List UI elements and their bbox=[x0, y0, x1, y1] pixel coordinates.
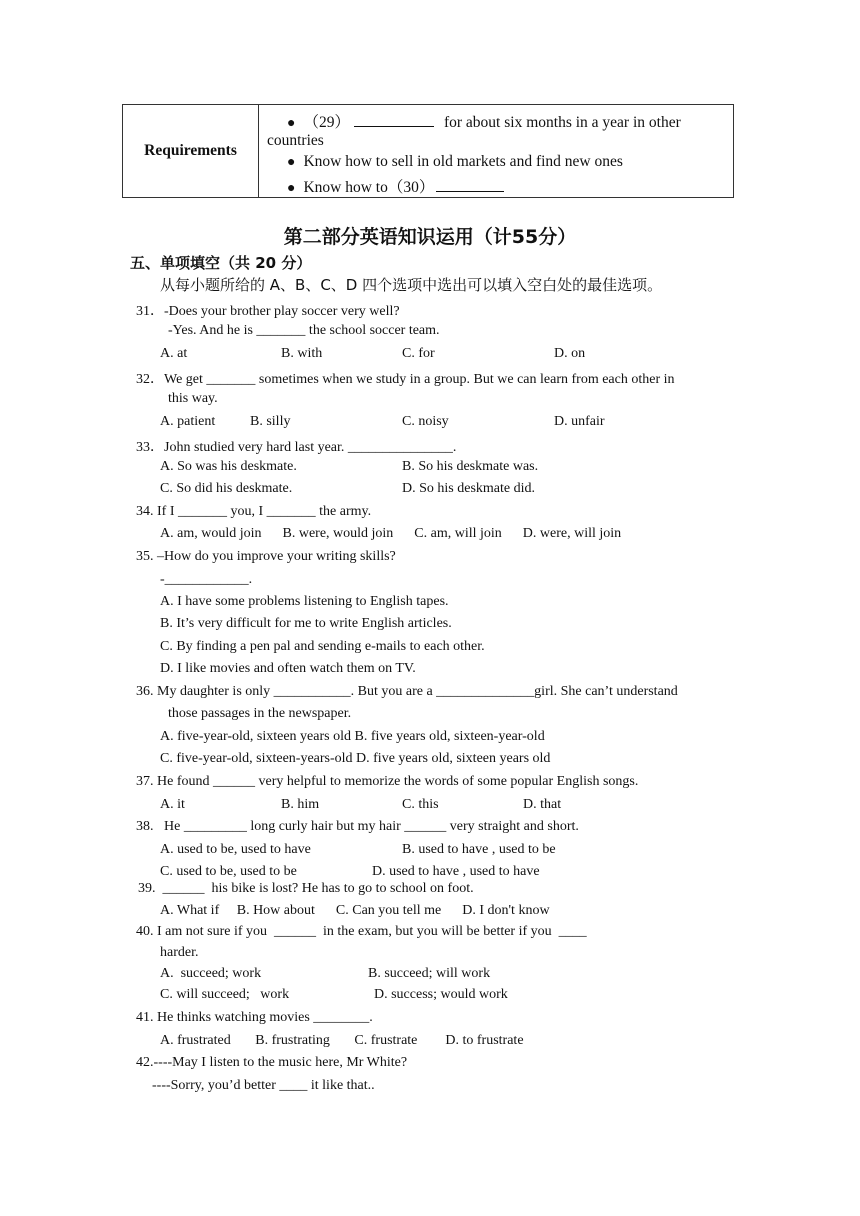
q40-option-b: B. succeed; will work bbox=[368, 966, 491, 981]
part-heading: 五、单项填空（共 20 分） bbox=[130, 254, 312, 272]
q32-option-d: D. unfair bbox=[554, 414, 605, 429]
answer-blank-29 bbox=[354, 113, 434, 127]
q31-option-b: B. with bbox=[281, 346, 323, 361]
question-34: 34. If I _______ you, I _______ the army. bbox=[136, 504, 372, 519]
q35-option-a: A. I have some problems listening to English tapes. bbox=[160, 594, 449, 609]
requirement-row-1: ● （29） for about six months in a year in other bbox=[287, 114, 681, 131]
requirements-table bbox=[122, 104, 734, 198]
q40-option-d: D. success; would work bbox=[374, 987, 508, 1002]
instruction: 从每小题所给的 A、B、C、D 四个选项中选出可以填入空白处的最佳选项。 bbox=[160, 276, 663, 294]
q37-option-c: C. this bbox=[402, 797, 439, 812]
question-32: 32．We get _______ sometimes when we study in a group. But we can learn from each other in bbox=[136, 372, 675, 387]
q31-option-a: A. at bbox=[160, 346, 188, 361]
question-40-line2: harder. bbox=[160, 945, 199, 960]
question-31: 31．-Does your brother play soccer very well? bbox=[136, 304, 400, 319]
q32-option-a: A. patient bbox=[160, 414, 216, 429]
question-35: 35. –How do you improve your writing skills? bbox=[136, 549, 396, 564]
bullet-icon: ● bbox=[287, 181, 296, 196]
requirement-row-2: ● Know how to sell in old markets and find new ones bbox=[287, 153, 623, 170]
q37-option-a: A. it bbox=[160, 797, 185, 812]
question-33: 33．John studied very hard last year. _______________. bbox=[136, 440, 457, 455]
q38-option-a: A. used to be, used to have bbox=[160, 842, 311, 857]
question-40: 40. I am not sure if you ______ in the exam, but you will be better if you ____ bbox=[136, 924, 587, 939]
q41-options: A. frustrated B. frustrating C. frustrate D. to frustrate bbox=[160, 1033, 524, 1048]
requirements-label: Requirements bbox=[123, 105, 259, 198]
question-41: 41. He thinks watching movies ________. bbox=[136, 1010, 373, 1025]
q37-option-b: B. him bbox=[281, 797, 320, 812]
q40-option-a: A. succeed; work bbox=[160, 966, 262, 981]
q33-option-a: A. So was his deskmate. bbox=[160, 459, 297, 474]
question-42: 42.----May I listen to the music here, Mr White? bbox=[136, 1055, 408, 1070]
q40-option-c: C. will succeed; work bbox=[160, 987, 290, 1002]
requirements-content bbox=[259, 105, 734, 198]
q32-option-b: B. silly bbox=[250, 414, 291, 429]
q39-options: A. What if B. How about C. Can you tell me D. I don't know bbox=[160, 903, 550, 918]
bullet-icon: ● bbox=[287, 116, 296, 131]
question-32-line2: this way. bbox=[168, 391, 218, 406]
bullet-icon: ● bbox=[287, 155, 296, 170]
requirement-row-3: ● Know how to（30） bbox=[287, 175, 504, 197]
q33-option-d: D. So his deskmate did. bbox=[402, 481, 535, 496]
q31-option-d: D. on bbox=[554, 346, 586, 361]
requirement-row-1-cont: countries bbox=[267, 132, 324, 149]
q38-option-c: C. used to be, used to be bbox=[160, 864, 297, 879]
q34-options: A. am, would join B. were, would join C. am, will join D. were, will join bbox=[160, 526, 622, 541]
q37-option-d: D. that bbox=[523, 797, 562, 812]
answer-blank-30 bbox=[436, 178, 504, 192]
q36-options-ab: A. five-year-old, sixteen years old B. five years old, sixteen-year-old bbox=[160, 729, 545, 744]
q35-option-c: C. By finding a pen pal and sending e-mails to each other. bbox=[160, 639, 485, 654]
q38-option-d: D. used to have , used to have bbox=[372, 864, 540, 879]
q36-options-cd: C. five-year-old, sixteen-years-old D. five years old, sixteen years old bbox=[160, 751, 551, 766]
question-36-line2: those passages in the newspaper. bbox=[168, 706, 352, 721]
q31-option-c: C. for bbox=[402, 346, 435, 361]
section-title: 第二部分英语知识运用（计55分） bbox=[283, 226, 577, 248]
question-39: 39. ______ his bike is lost? He has to go to school on foot. bbox=[138, 881, 474, 896]
question-37: 37. He found ______ very helpful to memorize the words of some popular English songs. bbox=[136, 774, 639, 789]
question-31-line2: -Yes. And he is _______ the school soccer team. bbox=[168, 323, 440, 338]
q38-option-b: B. used to have , used to be bbox=[402, 842, 556, 857]
question-36: 36. My daughter is only ___________. But you are a ______________girl. She can’t understand bbox=[136, 684, 678, 699]
question-38: 38. He _________ long curly hair but my hair ______ very straight and short. bbox=[136, 819, 579, 834]
question-42-line2: ----Sorry, you’d better ____ it like that.. bbox=[152, 1078, 375, 1093]
q33-option-b: B. So his deskmate was. bbox=[402, 459, 539, 474]
q35-option-b: B. It’s very difficult for me to write English articles. bbox=[160, 616, 452, 631]
question-35-line2: -____________. bbox=[160, 572, 253, 587]
q32-option-c: C. noisy bbox=[402, 414, 449, 429]
q33-option-c: C. So did his deskmate. bbox=[160, 481, 293, 496]
q35-option-d: D. I like movies and often watch them on TV. bbox=[160, 661, 416, 676]
